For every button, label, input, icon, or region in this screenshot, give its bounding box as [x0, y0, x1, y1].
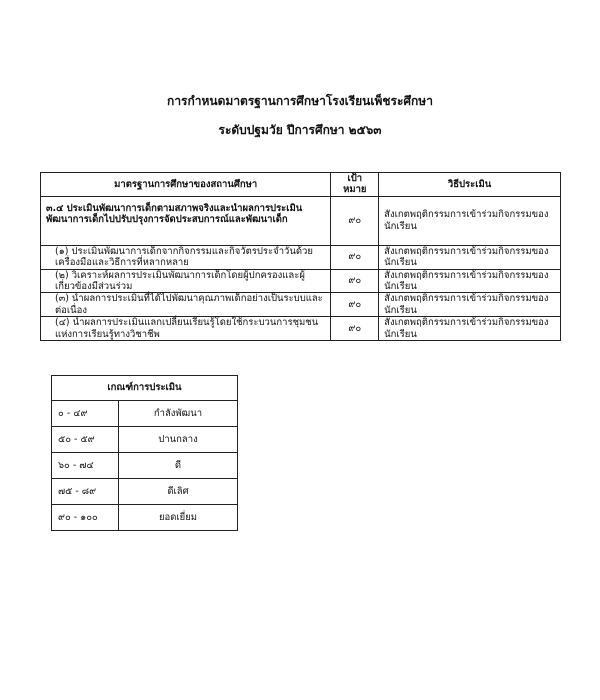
- header-standard: มาตรฐานการศึกษาของสถานศึกษา: [41, 173, 331, 197]
- table-row: [41, 269, 561, 293]
- table-row: [41, 317, 561, 341]
- score-range: ๐ - ๔๙: [52, 401, 119, 427]
- criteria-header: เกณฑ์การประเมิน: [52, 376, 238, 401]
- standards-header-row: [41, 173, 561, 197]
- score-range: ๕๐ - ๕๙: [52, 427, 119, 453]
- target-cell: ๙๐: [331, 317, 379, 341]
- target-cell: ๙๐: [331, 196, 379, 245]
- method-cell: สังเกตพฤติกรรมการเข้าร่วมกิจกรรมของนักเรียน: [379, 317, 561, 341]
- criteria-row: [52, 427, 238, 453]
- table-row: [41, 196, 561, 245]
- score-range: ๙๐ - ๑๐๐: [52, 505, 119, 531]
- quality-level: ปานกลาง: [119, 427, 238, 453]
- method-cell: สังเกตพฤติกรรมการเข้าร่วมกิจกรรมของนักเรียน: [379, 245, 561, 269]
- criteria-row: [52, 479, 238, 505]
- quality-level: ยอดเยี่ยม: [119, 505, 238, 531]
- criteria-table: [51, 375, 238, 531]
- standard-cell: (๓) นำผลการประเมินที่ได้ไปพัฒนาคุณภาพเด็กอย่างเป็นระบบและต่อเนื่อง: [41, 293, 331, 317]
- table-row: [41, 293, 561, 317]
- table-row: [41, 245, 561, 269]
- target-cell: ๙๐: [331, 293, 379, 317]
- standard-cell: (๔) นำผลการประเมินแลกเปลี่ยนเรียนรู้โดยใช้กระบวนการชุมชนแห่งการเรียนรู้ทางวิชาชีพ: [41, 317, 331, 341]
- criteria-row: [52, 401, 238, 427]
- score-range: ๗๕ - ๘๙: [52, 479, 119, 505]
- header-target: เป้าหมาย: [331, 173, 379, 197]
- quality-level: ดีเลิศ: [119, 479, 238, 505]
- criteria-header-row: [52, 376, 238, 401]
- target-cell: ๙๐: [331, 245, 379, 269]
- criteria-row: [52, 505, 238, 531]
- standard-cell: ๓.๔ ประเมินพัฒนาการเด็กตามสภาพจริงและนำผลการประเมินพัฒนาการเด็กไปปรับปรุงการจัดประสบการณ์และพัฒนาเด็ก: [41, 196, 331, 245]
- standard-cell: (๒) วิเคราะห์ผลการประเมินพัฒนาการเด็กโดยผู้ปกครองและผู้เกี่ยวข้องมีส่วนร่วม: [41, 269, 331, 293]
- criteria-row: [52, 453, 238, 479]
- standards-table: [40, 172, 561, 341]
- method-cell: สังเกตพฤติกรรมการเข้าร่วมกิจกรรมของนักเรียน: [379, 293, 561, 317]
- score-range: ๖๐ - ๗๔: [52, 453, 119, 479]
- target-cell: ๙๐: [331, 269, 379, 293]
- document-subtitle: ระดับปฐมวัย ปีการศึกษา ๒๕๖๓: [218, 123, 382, 137]
- header-method: วิธีประเมิน: [379, 173, 561, 197]
- method-cell: สังเกตพฤติกรรมการเข้าร่วมกิจกรรมของนักเรียน: [379, 196, 561, 245]
- document-title: การกำหนดมาตรฐานการศึกษาโรงเรียนเพ็ชระศึกษา: [167, 94, 433, 108]
- standard-cell: (๑) ประเมินพัฒนาการเด็กจากกิจกรรมและกิจวัตรประจำวันด้วยเครื่องมือและวิธีการที่หลากหลาย: [41, 245, 331, 269]
- quality-level: กำลังพัฒนา: [119, 401, 238, 427]
- quality-level: ดี: [119, 453, 238, 479]
- method-cell: สังเกตพฤติกรรมการเข้าร่วมกิจกรรมของนักเรียน: [379, 269, 561, 293]
